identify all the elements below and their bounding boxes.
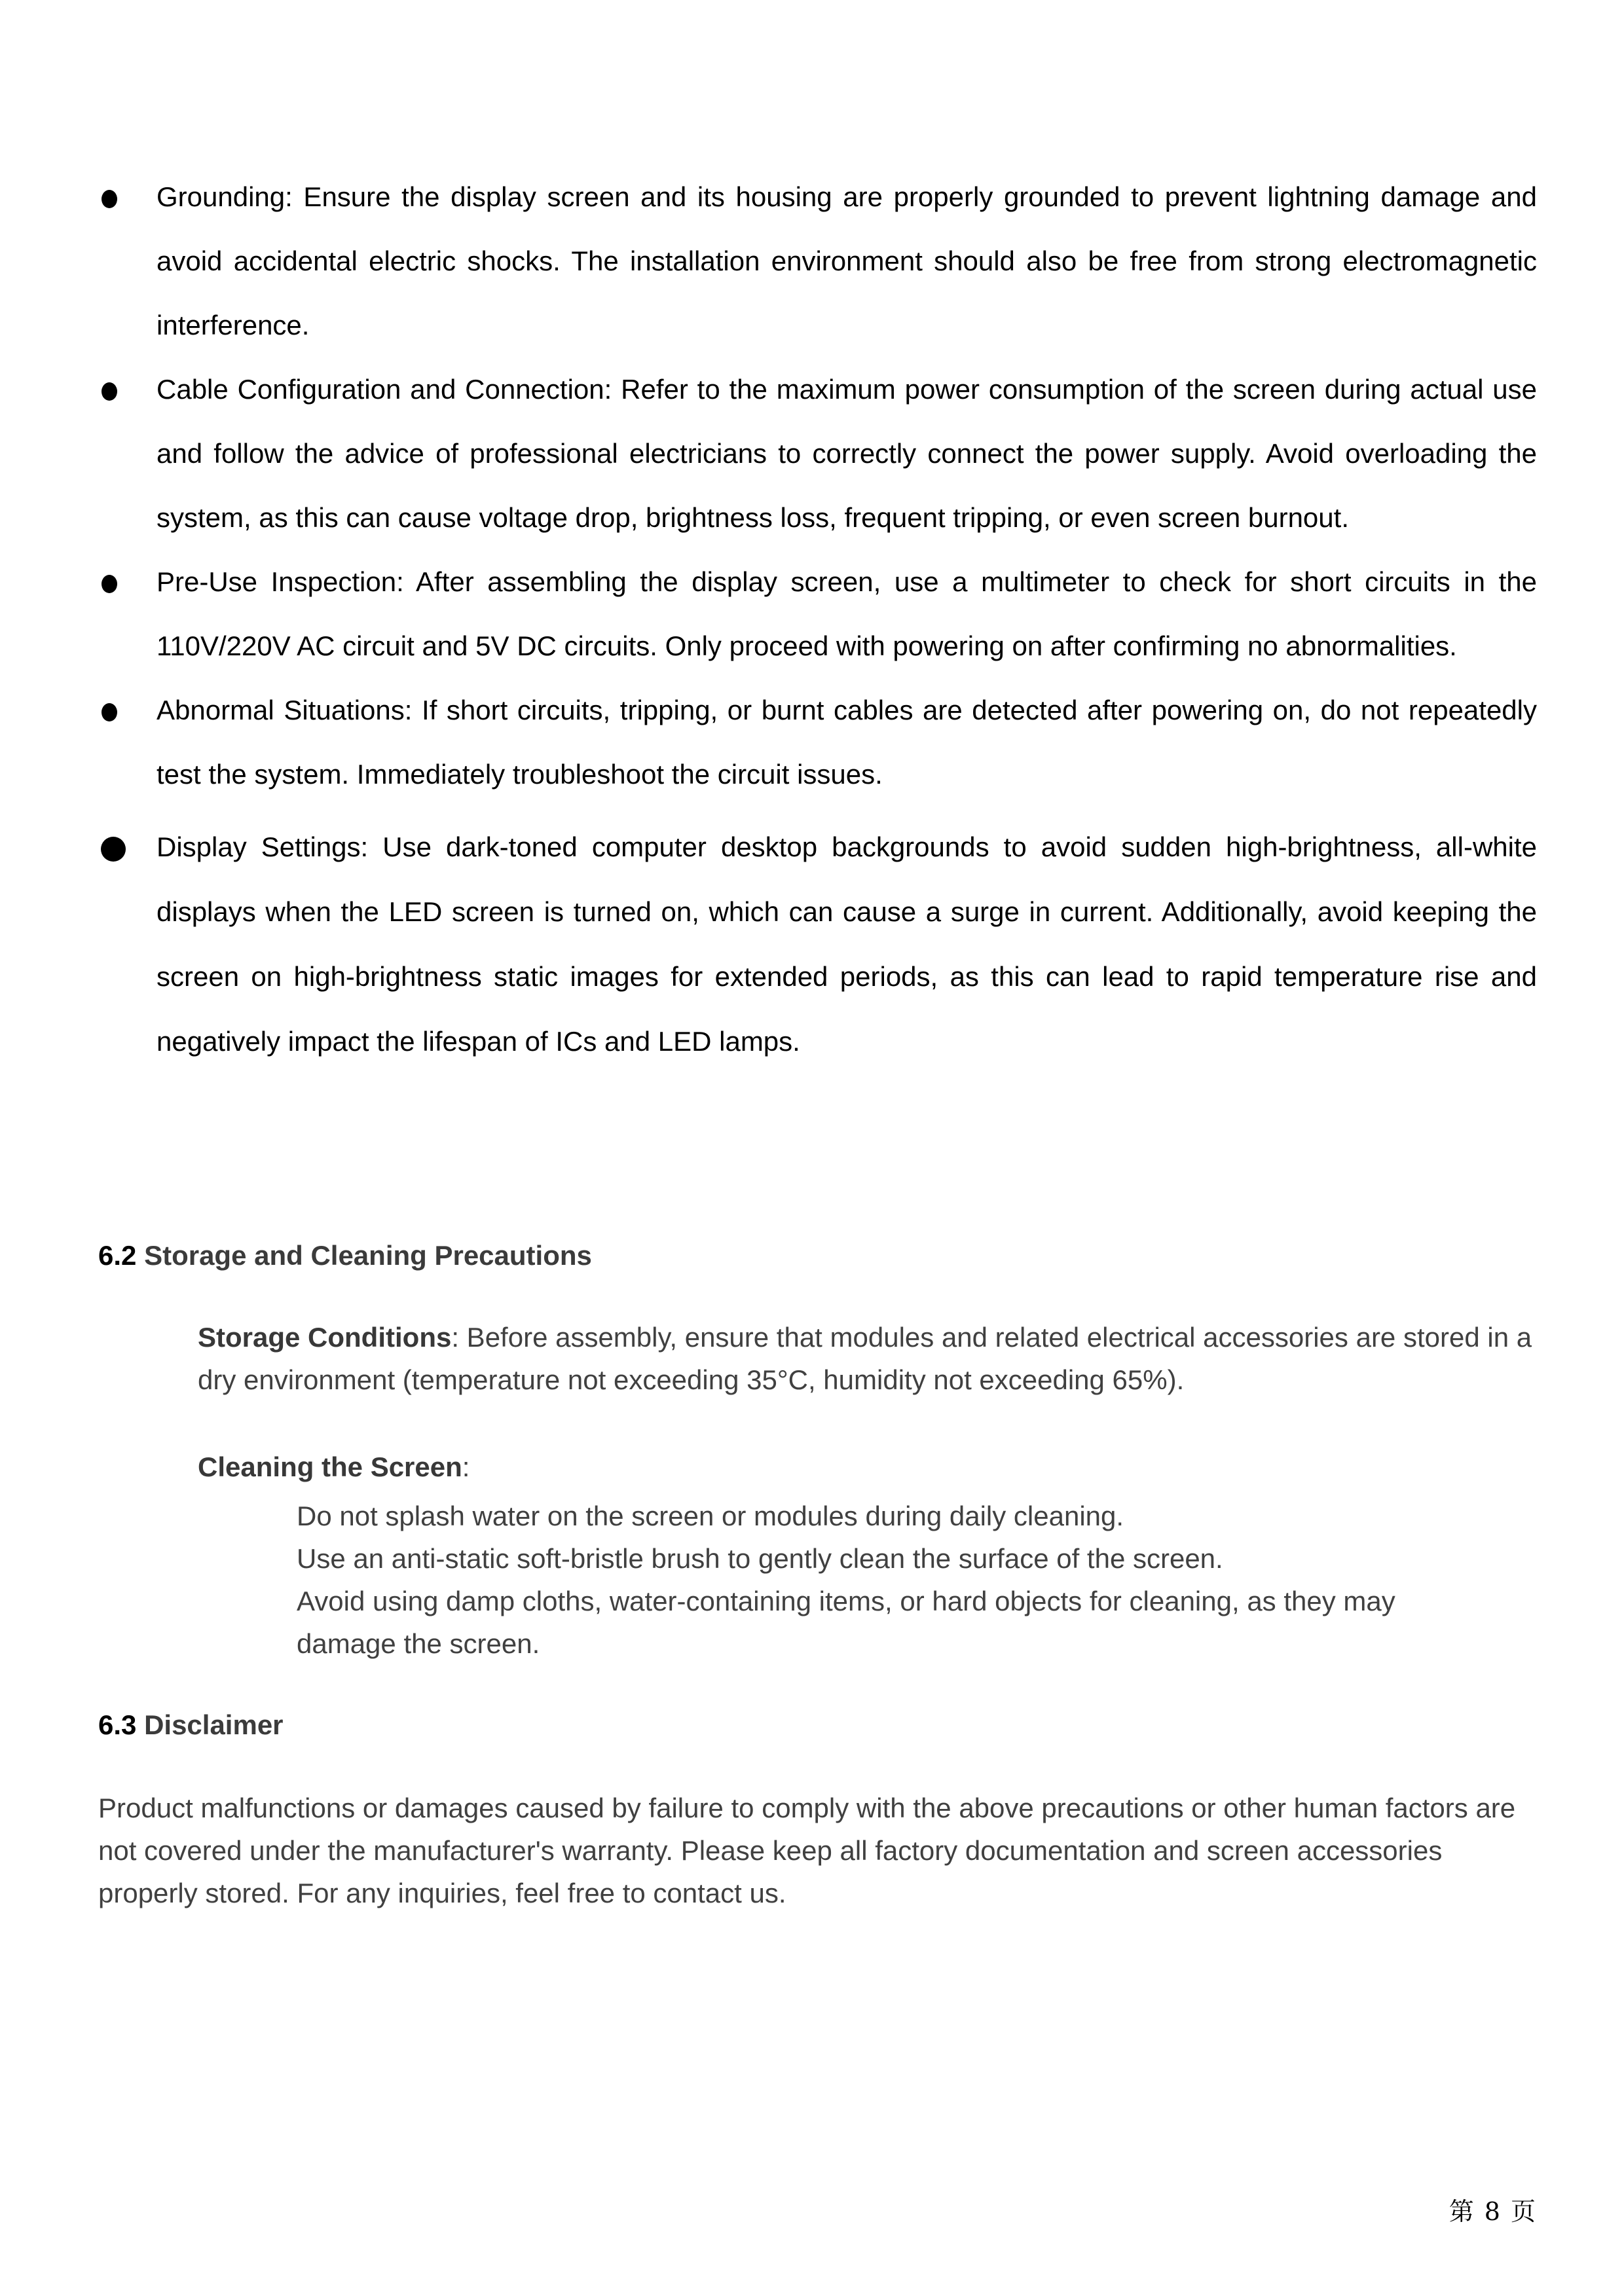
page-number: 8 [1484, 2197, 1502, 2226]
section-number: 6.3 [98, 1709, 137, 1740]
footer-prefix: 第 [1449, 2197, 1475, 2226]
cleaning-item: Do not splash water on the screen or modules during daily cleaning. [297, 1501, 1124, 1531]
section-6-2-heading [98, 1240, 592, 1271]
bullet-abnormal-situations [98, 678, 1537, 807]
section-title: Disclaimer [144, 1709, 284, 1740]
bullet-text: Abnormal Situations: If short circuits, tripping, or burnt cables are detected after powering on, do not repeatedly test the system. Immediately troubleshoot the circuit issues. [157, 695, 1537, 790]
bullet-text: Grounding: Ensure the display screen and its housing are properly grounded to prevent lightning damage and avoid accidental electric shocks. The installation environment should also be free from strong electromagnetic interference. [157, 181, 1537, 340]
bullet-text: Display Settings: Use dark-toned computer desktop backgrounds to avoid sudden high-brightness, all-white displays when the LED screen is turned on, which can cause a surge in current. Additionally, avoid keeping the screen on high-brightness static images for extended periods, as this can lead to rapid temperature rise and negatively impact the lifespan of ICs and LED lamps. [157, 831, 1537, 1057]
bullet-dot-icon [101, 382, 117, 401]
disclaimer-paragraph: Product malfunctions or damages caused by failure to comply with the above precautions or other human factors are not covered under the manufacturer's warranty. Please keep all factory documentation and screen accessories properly stored. For any inquiries, feel free to contact us. [98, 1793, 1516, 1908]
section-number: 6.2 [98, 1240, 137, 1271]
storage-conditions-paragraph [198, 1316, 1540, 1401]
cleaning-item: Avoid using damp cloths, water-containing items, or hard objects for cleaning, as they may damage the screen. [297, 1586, 1395, 1659]
section-6-3-heading [98, 1709, 284, 1741]
cleaning-item: Use an anti-static soft-bristle brush to gently clean the surface of the screen. [297, 1543, 1223, 1574]
storage-conditions-text: : Before assembly, ensure that modules and related electrical accessories are stored in a dry environment (temperature not exceeding 35°C, humidity not exceeding 65%). [198, 1322, 1532, 1395]
storage-conditions-label: Storage Conditions [198, 1322, 452, 1353]
bullet-text: Cable Configuration and Connection: Refer to the maximum power consumption of the screen during actual use and follow the advice of professional electricians to correctly connect the power supply. Avoid overloading the system, as this can cause voltage drop, brightness loss, frequent tripping, or even screen burnout. [157, 374, 1537, 533]
bullet-dot-icon [101, 575, 117, 593]
bullet-dot-icon [101, 703, 117, 721]
precautions-bullet-list [98, 165, 1537, 1074]
cleaning-instructions [297, 1495, 1475, 1665]
cleaning-screen-heading [198, 1446, 470, 1488]
bullet-text: Pre-Use Inspection: After assembling the display screen, use a multimeter to check for short circuits in the 110V/220V AC circuit and 5V DC circuits. Only proceed with powering on after confirming no abnormalities. [157, 566, 1537, 661]
bullet-display-settings [98, 814, 1537, 1074]
cleaning-screen-label: Cleaning the Screen [198, 1451, 462, 1482]
bullet-grounding [98, 165, 1537, 357]
bullet-cable-configuration [98, 357, 1537, 550]
section-title: Storage and Cleaning Precautions [144, 1240, 592, 1271]
cleaning-screen-colon: : [462, 1451, 470, 1482]
bullet-dot-icon [101, 190, 117, 208]
footer-suffix: 页 [1510, 2197, 1537, 2226]
bullet-dot-icon [101, 837, 126, 862]
bullet-pre-use-inspection [98, 550, 1537, 678]
page-number-footer [1440, 2191, 1537, 2227]
